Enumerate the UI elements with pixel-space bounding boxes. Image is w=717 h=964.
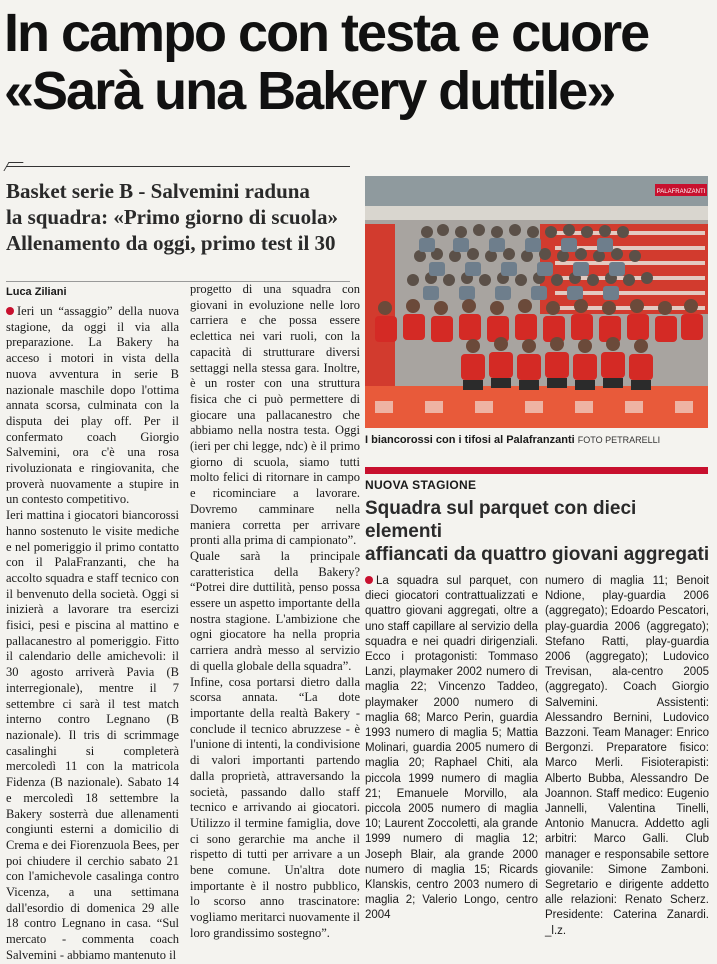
sidebar-paragraph-text: La squadra sul parquet, con dieci giocatori contrattualizzati e quattro giovani aggregati, oltre a uno staff capillare al servizio della squadra e nei quadri dirigenziali. Ecco i protagonisti: Tommaso Lanzi, playmaker 2002 numero di maglia 22; Vincenzo Taddeo, playmaker 2000 numero di maglia 68; Marco Perin, guardia 1993 numero di maglia 5; Mattia Molinari, guardia 2005 numero di maglia 20; Raphael Chiti, ala piccola 1999 numero di maglia 21; Emanuele Morvillo, ala piccola 2005 numero di maglia 10; Laurent Zoccoletti, ala grande 1999 numero di maglia 12; Joseph Blair, ala grande 2000 numero di maglia 15; Ricards Klanskis, centro 2003 numero di maglia 2; Valerio Longo, centro 2004: [365, 575, 538, 922]
headline-line-2: «Sarà una Bakery duttile»: [4, 61, 615, 121]
article-paragraph: Quale sarà la principale caratteristica della Bakery? “Potrei dire duttilità, penso possa essere un aspetto importante della nostra stagione. L'ambizione che ogni giocatore ha nella propria carriera andrà messo al servizio di quella globale della squadra”.: [190, 548, 360, 673]
sidebar-kicker: NUOVA STAGIONE: [365, 478, 477, 492]
section-rule: [6, 166, 350, 167]
headline-line-1: In campo con testa e cuore: [4, 3, 649, 63]
subheadline-line-1: Basket serie B - Salvemini raduna: [6, 179, 310, 203]
byline-author: Luca Ziliani: [6, 286, 67, 298]
article-paragraph-text: Ieri un “assaggio” della nuova stagione, da oggi il via alla preparazione. La Bakery ha acceso i motori in vista della nuova avventura in serie B nazionale maschile dopo l'ottima annata scorsa, culminata con la disputa dei play off. Per il confermato coach Giorgio Salvemini, ora c'è una rosa rivoluzionata e ringiovanita, che proverà nuovamente a stupire in un contesto competitivo.: [6, 304, 179, 507]
sidebar-paragraph: numero di maglia 11; Benoit Ndione, play-guardia 2006 (aggregato); Edoardo Pescatori, play-guardia 2006 (aggregato); Stefano Ratti, play-guardia 2006 (aggregato); Ludovico Trevisan, ala-centro 2005 (aggregato). Coach Giorgio Salvemini. Assistenti: Alessandro Bernini, Ludovico Bazzoni. Team Manager: Enrico Bergonzi. Preparatore fisico: Marco Merli. Fisioterapisti: Alberto Bubba, Alessandro De Joannon. Staff medico: Eugenio Jannelli, Valentina Tinelli, Antonio Manucra. Addetto agli arbitri: Marco Galli. Club manager e responsabile settore giovanile: Simone Zamboni. Segretario e dirigente addetto alle relazioni: Renato Scherz. Presidente: Caterina Zanardi. _l.z.: [545, 575, 709, 937]
article-column-1: [6, 304, 179, 964]
team-photo-image: [365, 176, 708, 428]
article-paragraph: progetto di una squadra con giovani in evoluzione nelle loro carriera e che possa essere eclettica nei vari ruoli, con la capacità di strutturare diversi settaggi nella stessa gara. Inoltre, è un roster con una struttura fisica che ci può permettere di giocare una pallacanestro che abbiamo nella nostra testa. Oggi (ieri per chi legge, ndc) è il primo giorno di scuola, siamo tutti molto felici di ritornare in campo e ricominciare a lavorare. Dovremo camminare nella maniera corretta per arrivare pronti alla prima di campionato”.: [190, 282, 360, 548]
sidebar-title-line-1: Squadra sul parquet con dieci elementi: [365, 498, 637, 542]
photo-credit: FOTO PETRARELLI: [577, 435, 661, 445]
article-paragraph: Infine, cosa portarsi dietro dalla scorsa annata. “La dote importante della realtà Bakery - conclude il tecnico abruzzese - è l'unione di intenti, la condivisione di valori importanti partendo dalla proprietà, attraversando la società, passando dallo staff tecnico e arrivando ai giocatori. Utilizzo il termine famiglia, dove ci sono gerarchie ma anche il rispetto di tutti per arrivare a un bene comune. Un'altra dote importante è il nostro pubblico, lo scorso anno trascinatore: vogliamo meritarci nuovamente il loro grandissimo sostegno”.: [190, 674, 360, 940]
sidebar-column-2: [545, 574, 709, 939]
sidebar-paragraph: [365, 574, 538, 924]
bullet-icon: [6, 307, 14, 315]
article-column-2: [190, 282, 360, 942]
subheadline-line-2: la squadra: «Primo giorno di scuola»: [6, 205, 338, 229]
team-photo: [365, 176, 708, 428]
sidebar-title: [365, 497, 715, 566]
article-paragraph: [6, 304, 179, 508]
photo-banner: PALAFRANZANTI: [656, 189, 706, 195]
headline: [4, 4, 714, 120]
subheadline-line-3: Allenamento da oggi, primo test il 30: [6, 231, 336, 255]
bullet-icon: [365, 576, 373, 584]
photo-caption-text: I biancorossi con i tifosi al Palafranzanti: [365, 434, 575, 446]
sidebar-accent-bar: [365, 467, 708, 474]
photo-caption: [365, 434, 660, 446]
sidebar-title-line-2: affiancati da quattro giovani aggregati: [365, 544, 710, 565]
sidebar-column-1: [365, 574, 538, 924]
article-paragraph: Ieri mattina i giocatori biancorossi hanno sostenuto le visite mediche e nel pomeriggio il primo contatto con il PalaFranzanti, che ha accolto squadra e staff tecnico con il benvenuto della società. Oggi si inizierà a lavorare tra esercizi fisici, pesi e piscina al mattino e pallacanestro al pomeriggio. Fitto il calendario delle amichevoli: il 30 agosto arriverà Pavia (B interregionale), mentre il 7 settembre ci sarà il test match interno contro Legnano (B nazionale). Il tris di scrimmage casalinghi si completerà mercoledì 11 con la matricola Fidenza (B nazionale). Sabato 14 e mercoledì 18 settembre la Bakery sosterrà due allenamenti congiunti esterni a domicilio di Crema e dei Fiorenzuola Bees, per poi chiudere il cerchio sabato 21 con l'amichevole casalinga contro Vicenza, a una settimana dall'esordio di domenica 29 alle 18 contro Legnano in casa. “Sul mercato - commenta coach Salvemini - abbiamo mantenuto il: [6, 508, 179, 962]
subheadline: [6, 178, 356, 256]
